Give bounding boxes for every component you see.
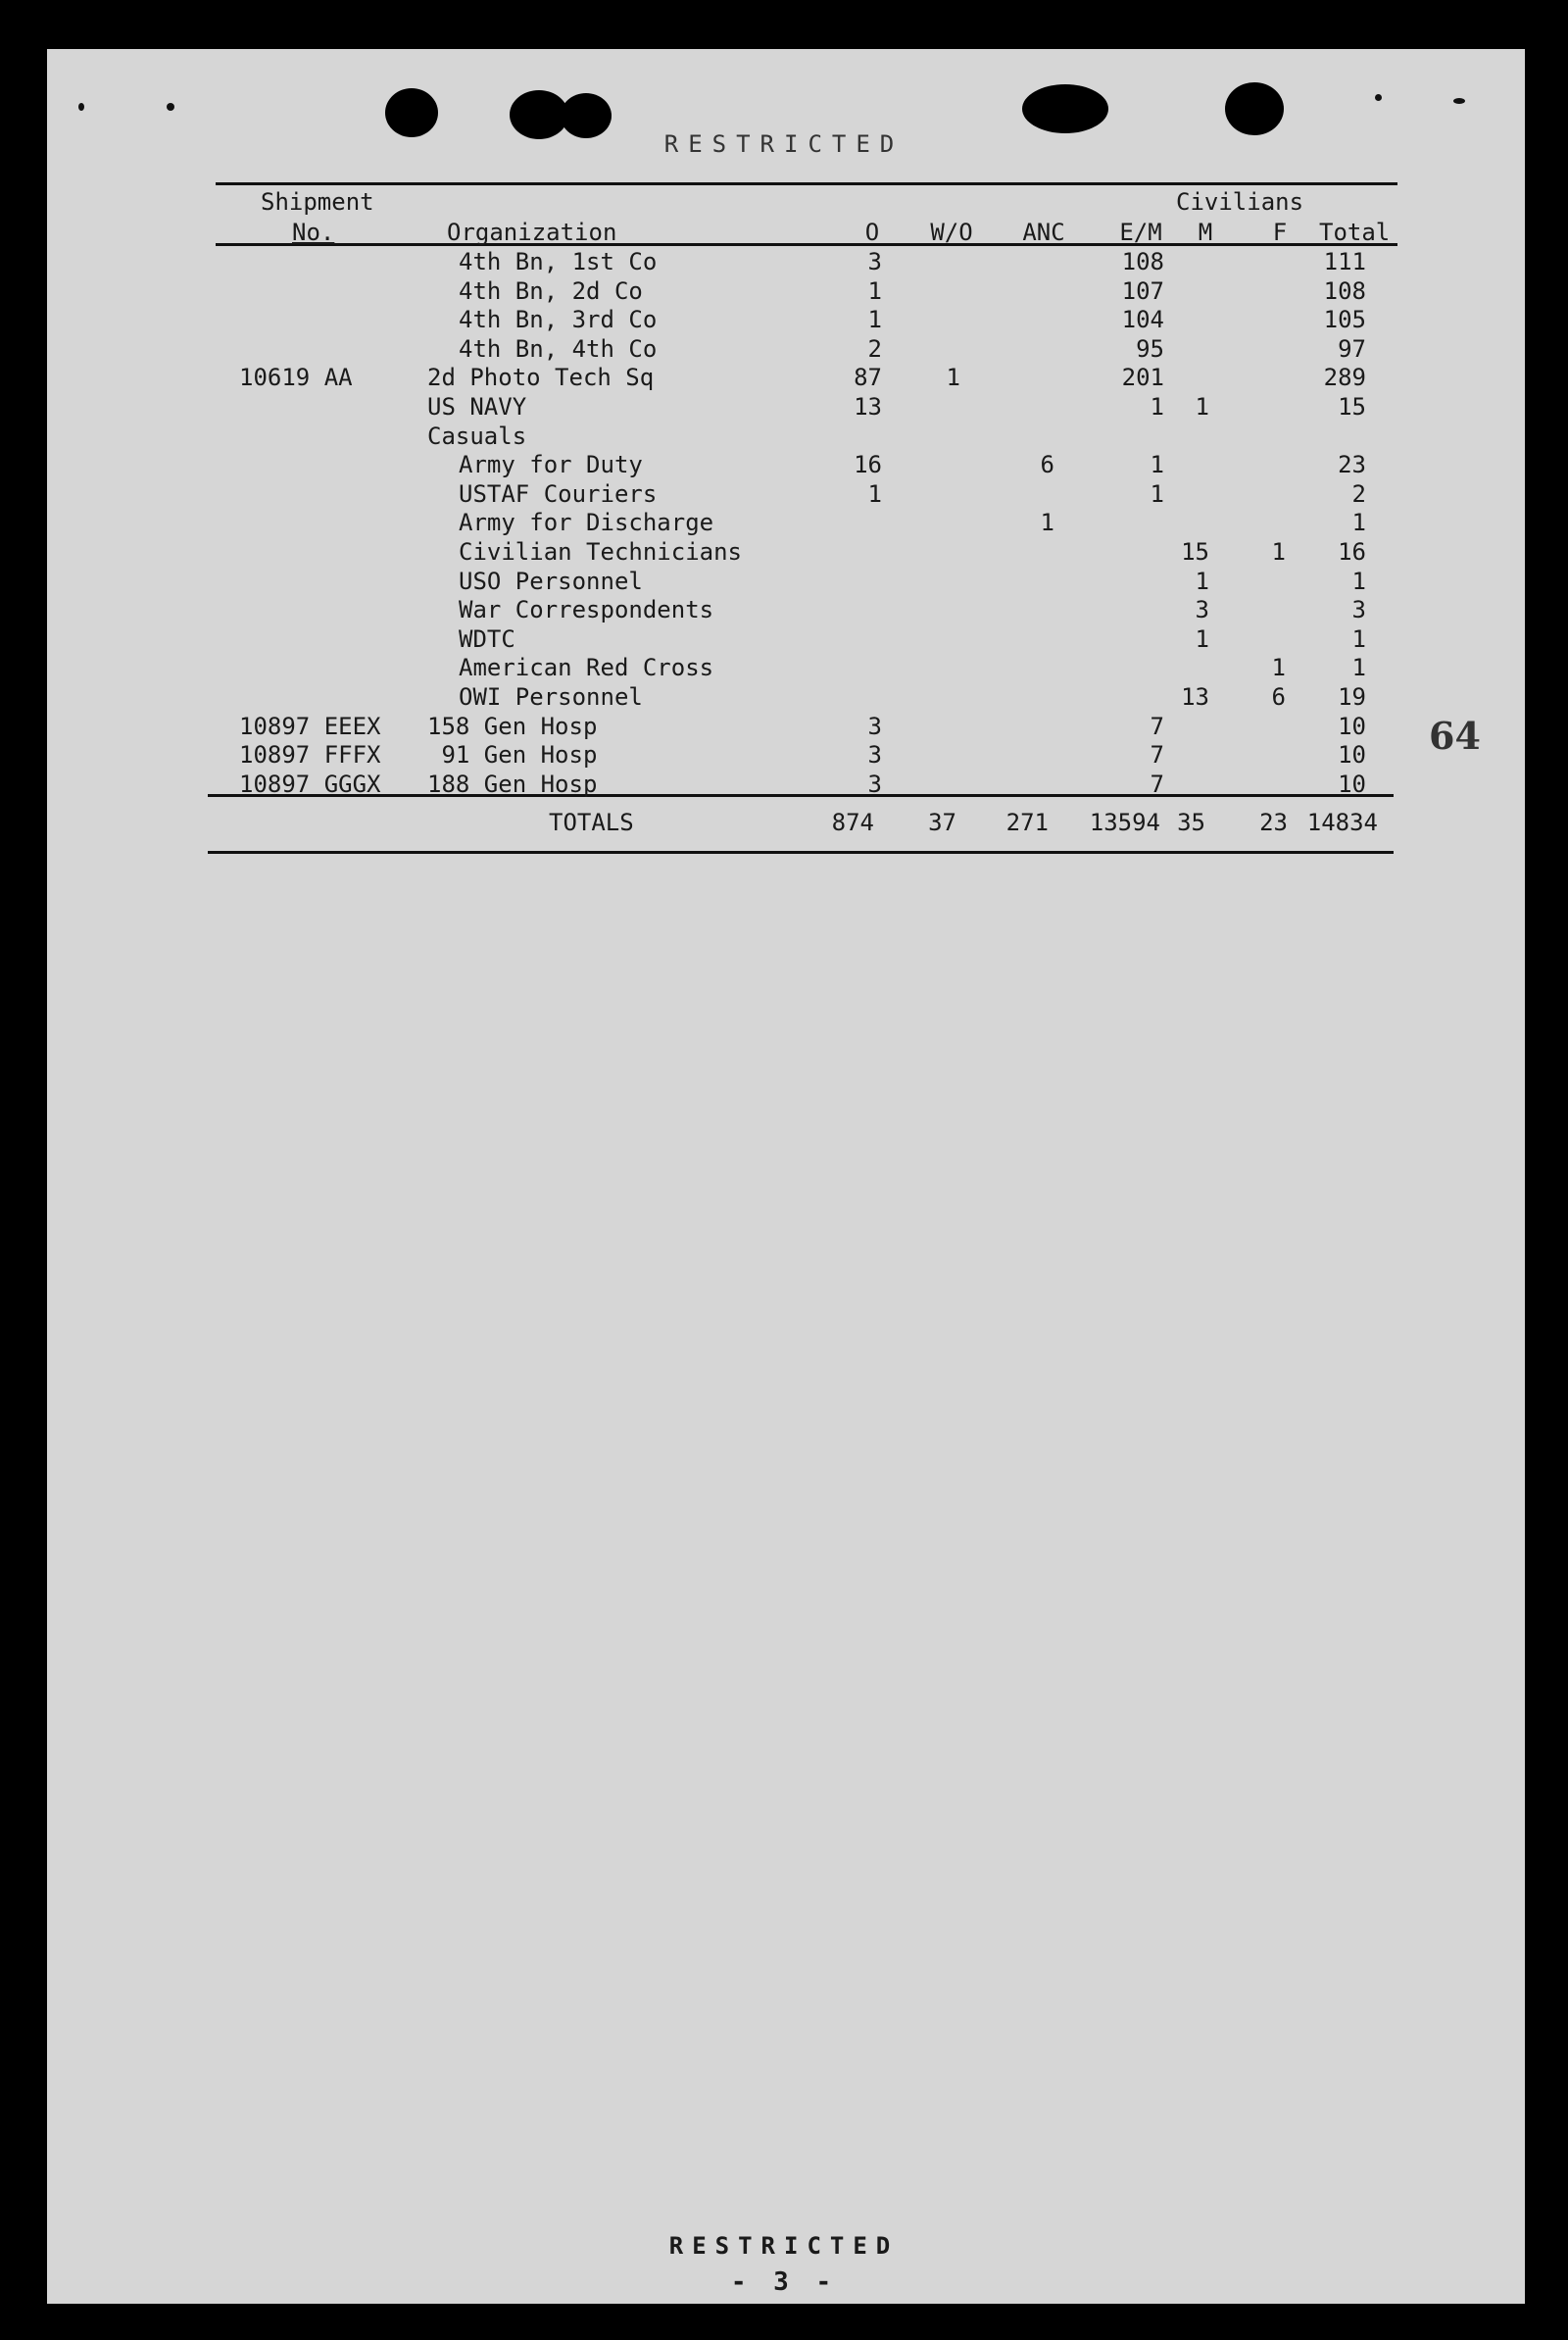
totals-label: TOTALS [549, 809, 634, 836]
cell-total: 111 [1323, 248, 1366, 275]
column-header-anc: ANC [1022, 219, 1065, 246]
organization-name: Civilian Technicians [459, 538, 742, 566]
column-header-em: E/M [1119, 219, 1162, 246]
cell-o: 13 [854, 393, 882, 421]
cell-o: 1 [867, 276, 882, 305]
organization-name: 158 Gen Hosp [427, 712, 598, 740]
ink-speck [167, 103, 174, 111]
cell-o: 1 [867, 479, 882, 508]
page-number: - 3 - [730, 2267, 838, 2297]
organization-name: USO Personnel [459, 567, 643, 595]
cell-total: 10 [1338, 770, 1366, 798]
organization-name: US NAVY [427, 393, 527, 421]
organization-name: American Red Cross [459, 654, 714, 682]
cell-total: 1 [1351, 654, 1366, 682]
column-header-organization: Organization [447, 219, 617, 246]
organization-name: 188 Gen Hosp [427, 770, 598, 798]
cell-em: 7 [1150, 741, 1164, 770]
totals-o: 874 [831, 809, 874, 836]
organization-name: 2d Photo Tech Sq [427, 364, 655, 392]
totals-bottom-rule [208, 851, 1394, 854]
cell-anc: 1 [1040, 509, 1054, 537]
column-header-m: M [1198, 219, 1213, 246]
cell-em: 1 [1150, 479, 1164, 508]
cell-m: 13 [1181, 683, 1209, 711]
cell-m: 15 [1181, 538, 1209, 566]
cell-total: 1 [1351, 624, 1366, 653]
totals-m: 35 [1177, 809, 1205, 836]
column-header-wo: W/O [930, 219, 973, 246]
cell-m: 1 [1195, 567, 1209, 595]
organization-name: WDTC [459, 624, 515, 653]
organization-name: Casuals [427, 422, 527, 450]
cell-o: 16 [854, 451, 882, 479]
totals-em: 13594 [1089, 809, 1160, 836]
cell-total: 10 [1338, 741, 1366, 770]
totals-top-rule [208, 794, 1394, 797]
cell-m: 1 [1195, 393, 1209, 421]
cell-o: 3 [867, 248, 882, 275]
cell-total: 15 [1338, 393, 1366, 421]
cell-em: 108 [1121, 248, 1164, 275]
cell-total: 23 [1338, 451, 1366, 479]
ink-speck [1375, 94, 1382, 101]
ink-speck [1453, 98, 1465, 104]
cell-o: 3 [867, 712, 882, 740]
column-header-total: Total [1319, 219, 1391, 246]
cell-f: 1 [1271, 538, 1286, 566]
cell-wo: 1 [946, 364, 960, 392]
punch-hole [1225, 82, 1284, 135]
column-header-shipment-no: No. [292, 219, 335, 246]
column-header-f: F [1272, 219, 1288, 246]
organization-name: War Correspondents [459, 596, 714, 624]
cell-total: 1 [1351, 509, 1366, 537]
organization-name: Army for Duty [459, 451, 643, 479]
organization-name: 4th Bn, 1st Co [459, 248, 658, 275]
cell-em: 107 [1121, 276, 1164, 305]
organization-name: 4th Bn, 2d Co [459, 276, 643, 305]
organization-name: 4th Bn, 3rd Co [459, 306, 658, 334]
ink-speck [78, 103, 84, 111]
shipment-number: 10897 GGGX [239, 770, 381, 798]
cell-f: 6 [1271, 683, 1286, 711]
cell-f: 1 [1271, 654, 1286, 682]
cell-em: 104 [1121, 306, 1164, 334]
cell-em: 201 [1121, 364, 1164, 392]
cell-total: 105 [1323, 306, 1366, 334]
cell-o: 87 [854, 364, 882, 392]
cell-total: 289 [1323, 364, 1366, 392]
cell-total: 108 [1323, 276, 1366, 305]
column-header-shipment: Shipment [261, 188, 374, 216]
shipment-number: 10619 AA [239, 364, 353, 392]
cell-m: 3 [1195, 596, 1209, 624]
cell-total: 1 [1351, 567, 1366, 595]
totals-wo: 37 [928, 809, 956, 836]
cell-o: 2 [867, 334, 882, 363]
organization-name: USTAF Couriers [459, 479, 658, 508]
cell-em: 7 [1150, 712, 1164, 740]
cell-total: 3 [1351, 596, 1366, 624]
totals-total: 14834 [1306, 809, 1378, 836]
cell-total: 19 [1338, 683, 1366, 711]
cell-em: 1 [1150, 451, 1164, 479]
organization-name: 91 Gen Hosp [427, 741, 598, 770]
table-top-rule [216, 182, 1397, 185]
cell-total: 2 [1351, 479, 1366, 508]
cell-total: 16 [1338, 538, 1366, 566]
column-header-civilians: Civilians [1176, 188, 1304, 216]
cell-o: 3 [867, 770, 882, 798]
cell-em: 7 [1150, 770, 1164, 798]
totals-anc: 271 [1005, 809, 1049, 836]
cell-m: 1 [1195, 624, 1209, 653]
cell-anc: 6 [1040, 451, 1054, 479]
punch-hole [1022, 84, 1108, 133]
cell-total: 97 [1338, 334, 1366, 363]
totals-f: 23 [1259, 809, 1288, 836]
shipment-number: 10897 FFFX [239, 741, 381, 770]
shipment-number: 10897 EEEX [239, 712, 381, 740]
restricted-footer: RESTRICTED [668, 2232, 900, 2260]
restricted-header: RESTRICTED [663, 130, 905, 158]
organization-name: OWI Personnel [459, 683, 643, 711]
column-header-o: O [864, 219, 880, 246]
margin-page-number: 64 [1429, 714, 1481, 758]
cell-o: 1 [867, 306, 882, 334]
cell-total: 10 [1338, 712, 1366, 740]
organization-name: Army for Discharge [459, 509, 714, 537]
cell-em: 1 [1150, 393, 1164, 421]
organization-name: 4th Bn, 4th Co [459, 334, 658, 363]
cell-o: 3 [867, 741, 882, 770]
cell-em: 95 [1136, 334, 1164, 363]
